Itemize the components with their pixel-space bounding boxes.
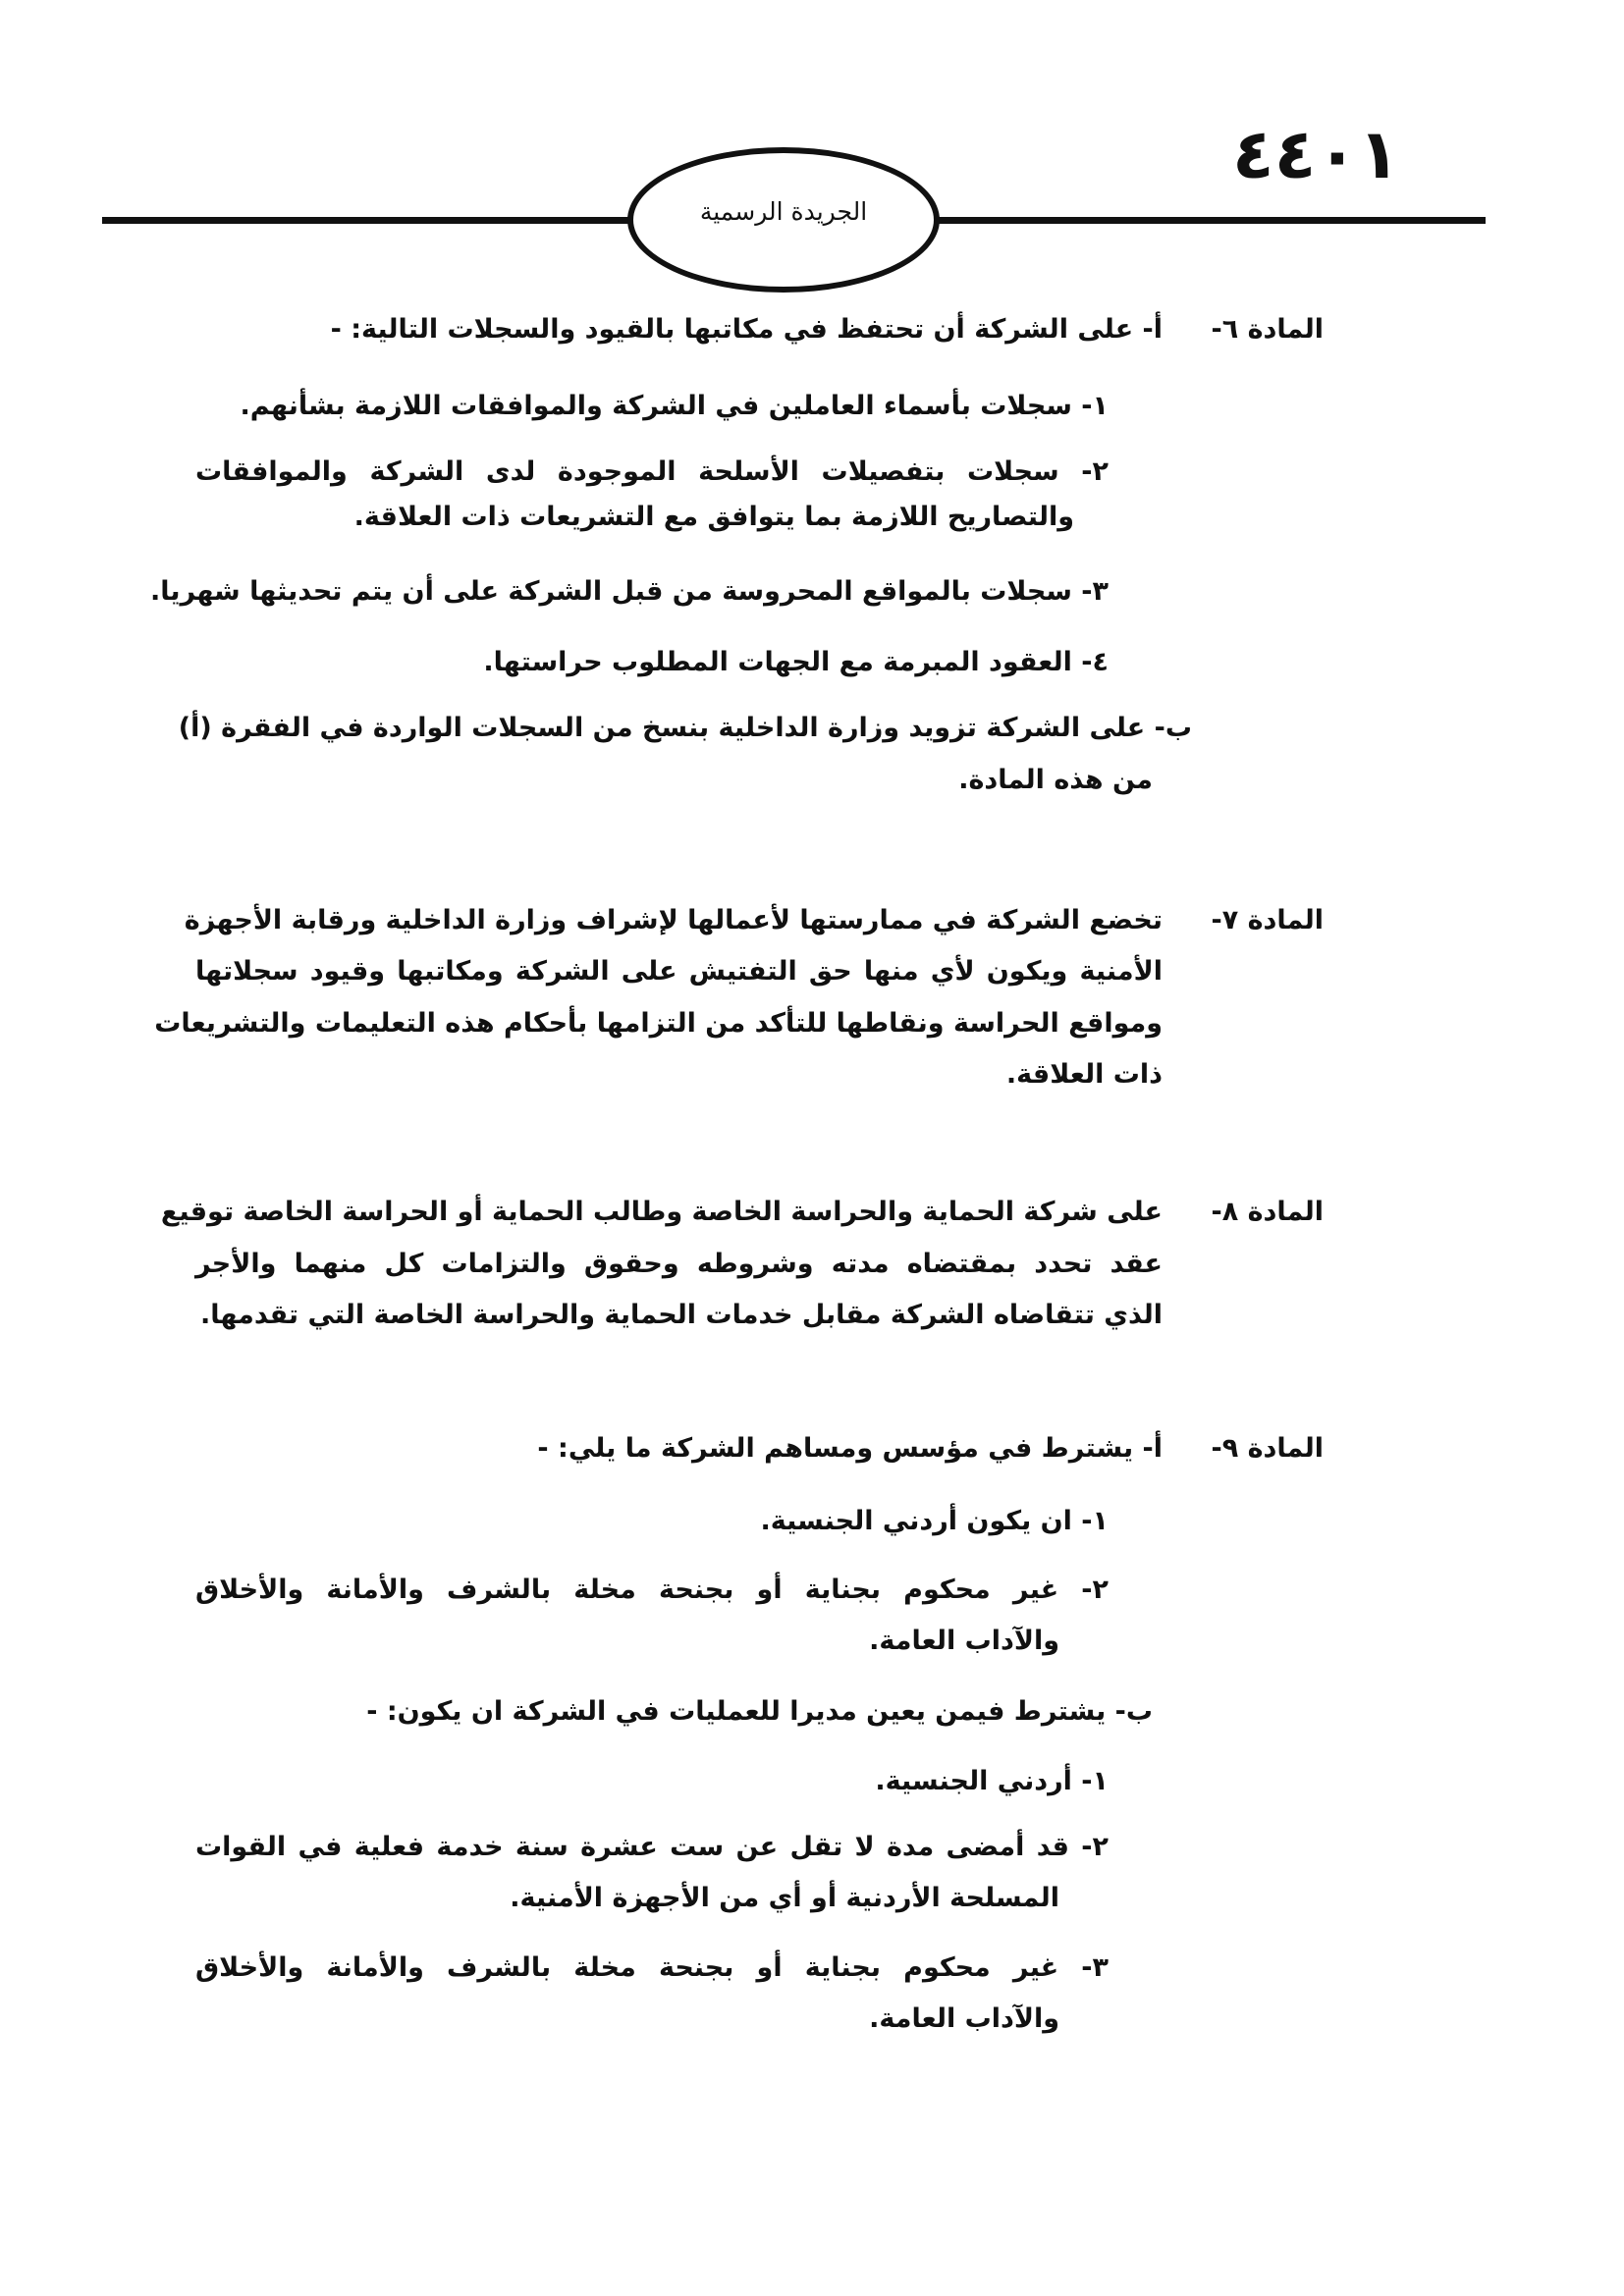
gazette-title: الجريدة الرسمية	[699, 197, 868, 226]
article-9-b-item-2-line-1: ٢- قد أمضى مدة لا تقل عن ست عشرة سنة خدمة فعلية في القوات	[195, 1832, 1109, 1862]
article-8-line-3: الذي تتقاضاه الشركة مقابل خدمات الحماية والحراسة الخاصة التي تقدمها.	[199, 1300, 1163, 1330]
article-6-label: المادة ٦-	[1211, 314, 1324, 345]
article-7-label: المادة ٧-	[1211, 905, 1324, 935]
article-6-item-3: ٣- سجلات بالمواقع المحروسة من قبل الشركة على أن يتم تحديثها شهريا.	[150, 576, 1109, 607]
article-9-b-item-3-line-1: ٣- غير محكوم بجناية أو بجنحة مخلة بالشرف والأمانة والأخلاق	[195, 1952, 1109, 1983]
article-9-a-intro: أ- يشترط في مؤسس ومساهم الشركة ما يلي: -	[537, 1433, 1163, 1464]
header-rule-left	[102, 217, 637, 224]
article-6-item-4: ٤- العقود المبرمة مع الجهات المطلوب حراستها.	[483, 647, 1109, 677]
article-6-item-2-line-1: ٢- سجلات بتفصيلات الأسلحة الموجودة لدى الشركة والموافقات	[195, 456, 1109, 487]
header-rule-right	[929, 217, 1486, 224]
article-9-label: المادة ٩-	[1211, 1433, 1324, 1464]
gazette-title-ellipse	[627, 147, 940, 293]
article-7-line-2: الأمنية ويكون لأي منها حق التفتيش على الشركة ومكاتبها وقيود سجلاتها	[195, 956, 1163, 987]
article-9-b-item-1: ١- أردني الجنسية.	[875, 1766, 1109, 1796]
article-8-line-1: على شركة الحماية والحراسة الخاصة وطالب الحماية أو الحراسة الخاصة توقيع	[160, 1197, 1163, 1227]
article-6-item-2-line-2: والتصاريح اللازمة بما يتوافق مع التشريعات ذات العلاقة.	[353, 502, 1074, 532]
article-6-item-1: ١- سجلات بأسماء العاملين في الشركة والموافقات اللازمة بشأنهم.	[240, 391, 1109, 421]
article-6-b-line-1: ب- على الشركة تزويد وزارة الداخلية بنسخ من السجلات الواردة في الفقرة (أ)	[178, 713, 1192, 743]
article-9-a-item-2-line-2: والآداب العامة.	[869, 1626, 1059, 1656]
article-9-b-item-2-line-2: المسلحة الأردنية أو أي من الأجهزة الأمنية.	[510, 1883, 1059, 1913]
article-9-a-item-1: ١- ان يكون أردني الجنسية.	[760, 1506, 1109, 1536]
article-6-b-line-2: من هذه المادة.	[958, 765, 1153, 795]
article-7-line-4: ذات العلاقة.	[1005, 1059, 1163, 1090]
article-8-line-2: عقد تحدد بمقتضاه مدته وشروطه وحقوق والتزامات كل منهما والأجر	[195, 1249, 1163, 1279]
page-number: ٤٤٠١	[1232, 114, 1400, 194]
article-7-line-1: تخضع الشركة في ممارستها لأعمالها لإشراف وزارة الداخلية ورقابة الأجهزة	[184, 905, 1163, 935]
article-9-b-item-3-line-2: والآداب العامة.	[869, 2003, 1059, 2034]
article-8-label: المادة ٨-	[1211, 1197, 1324, 1227]
article-7-line-3: ومواقع الحراسة ونقاطها للتأكد من التزامها بأحكام هذه التعليمات والتشريعات	[154, 1008, 1163, 1039]
article-9-b-intro: ب- يشترط فيمن يعين مديرا للعمليات في الشركة ان يكون: -	[366, 1696, 1153, 1727]
article-6-intro: أ- على الشركة أن تحتفظ في مكاتبها بالقيود والسجلات التالية: -	[330, 314, 1163, 345]
article-9-a-item-2-line-1: ٢- غير محكوم بجناية أو بجنحة مخلة بالشرف والأمانة والأخلاق	[195, 1575, 1109, 1605]
